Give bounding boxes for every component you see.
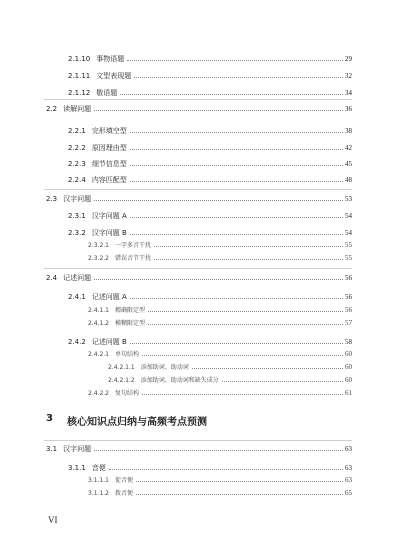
dot-leader [148, 311, 343, 312]
toc-page: 54 [345, 229, 352, 237]
toc-page: 55 [345, 241, 352, 249]
toc-number: 2.4.1 [68, 293, 86, 301]
toc-page: 63 [345, 476, 352, 484]
toc-entry[interactable] [68, 463, 352, 473]
toc-page: 60 [345, 363, 352, 371]
chapter-heading[interactable] [46, 413, 207, 428]
toc-number: 2.2.2 [68, 144, 86, 152]
toc-entry[interactable] [68, 337, 352, 347]
toc-page: 63 [345, 464, 352, 472]
toc-number: 2.3.1 [68, 212, 86, 220]
dot-leader [94, 200, 343, 201]
toc-page: 42 [345, 144, 352, 152]
dot-leader [130, 234, 343, 235]
dot-leader [130, 132, 343, 133]
toc-entry[interactable] [68, 126, 352, 136]
toc-entry[interactable] [88, 388, 352, 399]
toc-title: 敬语题 [96, 89, 118, 97]
toc-page: 60 [345, 376, 352, 384]
toc-page: 32 [345, 72, 352, 80]
toc-page: 56 [345, 293, 352, 301]
toc-title: 促音便 [115, 477, 134, 484]
toc-page: 63 [345, 445, 352, 453]
toc-number: 2.4.1.1 [88, 307, 109, 314]
toc-title: 汉字问题 B [91, 229, 127, 237]
dot-leader [130, 181, 343, 182]
toc-number: 2.2.4 [68, 176, 86, 184]
toc-title: 汉字问题 [63, 445, 92, 453]
section-divider [44, 440, 352, 441]
toc-title: 精确限定型 [115, 307, 146, 314]
toc-number: 2.3.2.1 [88, 242, 109, 249]
dot-leader [136, 494, 343, 495]
toc-entry[interactable] [68, 159, 352, 169]
toc-page: 38 [345, 127, 352, 135]
toc-title: 单句结构 [115, 351, 140, 358]
toc-number: 2.1.11 [68, 72, 91, 80]
toc-number: 3.1.1 [68, 464, 86, 472]
dot-leader [130, 217, 343, 218]
toc-number: 2.4.2.1.2 [108, 377, 135, 384]
dot-leader [130, 165, 343, 166]
toc-entry[interactable] [68, 211, 352, 221]
toc-page: 29 [345, 55, 352, 63]
toc-entry[interactable] [68, 143, 352, 153]
toc-entry[interactable] [68, 292, 352, 302]
toc-entry[interactable] [68, 88, 352, 98]
toc-entry[interactable] [46, 104, 352, 114]
toc-title: 原因理由型 [91, 144, 127, 152]
toc-page: 48 [345, 176, 352, 184]
section-divider [44, 99, 352, 100]
toc-number: 2.1.10 [68, 55, 91, 63]
dot-leader [136, 481, 343, 482]
toc-number: 2.4.1.2 [88, 320, 109, 327]
dot-leader [154, 259, 343, 260]
toc-entry[interactable] [88, 475, 352, 486]
toc-title: 模糊限定型 [115, 320, 146, 327]
toc-page: 57 [345, 319, 352, 327]
toc-entry[interactable] [88, 253, 352, 264]
toc-title: 一字多音干扰 [115, 242, 152, 249]
toc-entry[interactable] [88, 488, 352, 499]
toc-entry[interactable] [68, 54, 352, 64]
toc-number: 2.2.3 [68, 160, 86, 168]
toc-title: 音便 [91, 464, 106, 472]
dot-leader [130, 298, 343, 299]
dot-leader [120, 94, 343, 95]
dot-leader [192, 368, 343, 369]
toc-number: 2.2.1 [68, 127, 86, 135]
toc-page: 55 [345, 254, 352, 262]
toc-number: 2.2 [46, 105, 58, 113]
toc-title: 汉字问题 A [91, 212, 127, 220]
toc-page: 54 [345, 212, 352, 220]
dot-leader [134, 77, 343, 78]
toc-number: 3.1 [46, 445, 58, 453]
toc-number: 3.1.1.2 [88, 490, 109, 497]
toc-page: 60 [345, 350, 352, 358]
toc-entry[interactable] [46, 273, 352, 283]
dot-leader [109, 469, 343, 470]
toc-number: 2.4.2.2 [88, 390, 109, 397]
toc-page: 65 [345, 489, 352, 497]
toc-title: 拨音便 [115, 490, 134, 497]
toc-entry[interactable] [108, 375, 352, 386]
toc-page: 56 [345, 306, 352, 314]
toc-number: 2.4 [46, 274, 58, 282]
toc-entry[interactable] [68, 228, 352, 238]
dot-leader [130, 343, 343, 344]
toc-title: 文型表现题 [96, 72, 132, 80]
toc-number: 2.1.12 [68, 89, 91, 97]
toc-title: 添加助词、助动词 [140, 364, 189, 371]
dot-leader [222, 381, 343, 382]
toc-page: 53 [345, 195, 352, 203]
dot-leader [154, 246, 343, 247]
toc-page: 61 [345, 389, 352, 397]
dot-leader [142, 355, 343, 356]
chapter-title: 核心知识点归纳与高频考点预测 [66, 417, 207, 428]
toc-entry[interactable] [68, 71, 352, 81]
chapter-number: 3 [46, 413, 53, 424]
toc-title: 添加助词、助动词和缺失成分 [140, 377, 219, 384]
toc-title: 复句结构 [115, 390, 140, 397]
section-divider [44, 189, 352, 190]
toc-number: 3.1.1.1 [88, 477, 109, 484]
toc-page: 56 [345, 274, 352, 282]
dot-leader [127, 60, 343, 61]
toc-number: 2.3.2.2 [88, 255, 109, 262]
toc-number: 2.4.2 [68, 338, 86, 346]
dot-leader [94, 110, 343, 111]
toc-entry[interactable] [88, 349, 352, 360]
toc-title: 内容匹配型 [91, 176, 127, 184]
toc-entry[interactable] [46, 194, 352, 204]
toc-number: 2.3 [46, 195, 58, 203]
dot-leader [148, 324, 343, 325]
toc-number: 2.4.2.1 [88, 351, 109, 358]
toc-page: 45 [345, 160, 352, 168]
section-divider [44, 268, 352, 269]
toc-title: 汉字问题 [63, 195, 92, 203]
toc-page: 58 [345, 338, 352, 346]
toc-entry[interactable] [88, 305, 352, 316]
toc-page: 36 [345, 105, 352, 113]
dot-leader [94, 279, 343, 280]
page-number: VI [48, 515, 58, 525]
dot-leader [94, 450, 343, 451]
toc-page: 34 [345, 89, 352, 97]
toc-entry[interactable] [88, 318, 352, 329]
toc-entry[interactable] [108, 362, 352, 373]
toc-title: 记述问题 A [91, 293, 127, 301]
toc-title: 读解问题 [63, 105, 92, 113]
toc-title: 记述问题 [63, 274, 92, 282]
toc-entry[interactable] [88, 240, 352, 251]
toc-entry[interactable] [68, 175, 352, 185]
toc-title: 错误音节干扰 [115, 255, 152, 262]
toc-number: 2.3.2 [68, 229, 86, 237]
dot-leader [142, 394, 343, 395]
toc-title: 细节信息型 [91, 160, 127, 168]
toc-title: 完形填空型 [91, 127, 127, 135]
toc-title: 事物语题 [96, 55, 125, 63]
dot-leader [130, 149, 343, 150]
toc-entry[interactable] [46, 444, 352, 454]
toc-title: 记述问题 B [91, 338, 127, 346]
toc-number: 2.4.2.1.1 [108, 364, 135, 371]
